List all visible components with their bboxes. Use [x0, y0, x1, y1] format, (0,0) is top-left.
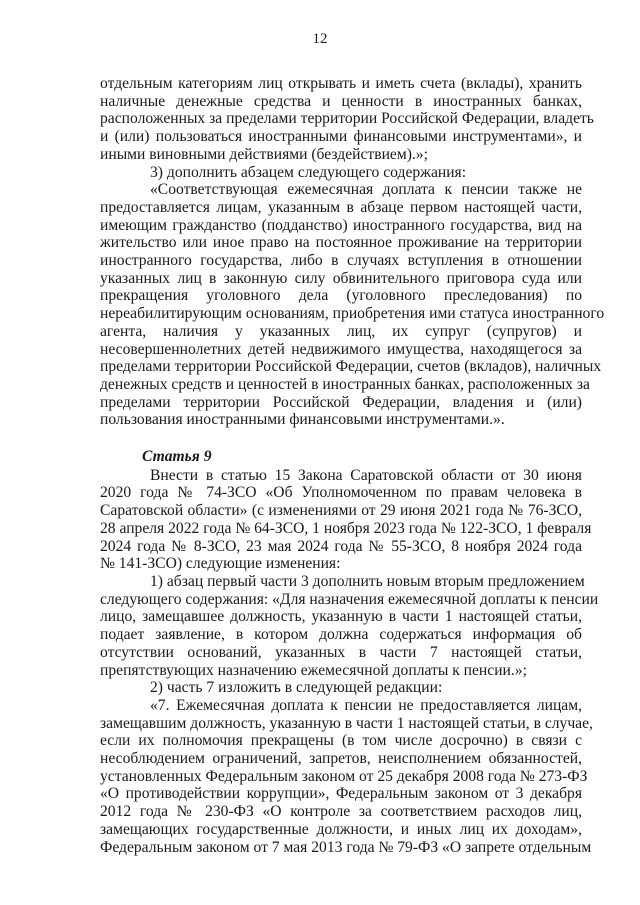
text-line: имеющим гражданство (подданство) иностранного государства, вид на: [100, 216, 582, 234]
text-line: наличные денежные средства и ценности в иностранных банках,: [100, 92, 582, 110]
text-line: 28 апреля 2022 года № 64-ЗСО, 1 ноября 2023 года № 122-ЗСО, 1 февраля: [100, 519, 592, 537]
text-line: лицо, замещавшее должность, указанную в части 1 настоящей статьи,: [100, 608, 582, 626]
text-line: денежных средств и ценностей в иностранных банках, расположенных за: [100, 375, 590, 393]
text-line: отдельным категориям лиц открывать и иметь счета (вклады), хранить: [100, 75, 582, 92]
page-number: 12: [312, 31, 328, 47]
text-line: и (или) пользоваться иностранными финансовыми инструментами», и: [100, 128, 582, 146]
text-line: пределами территории Российской Федерации, владения и (или): [100, 393, 582, 411]
text-line: агента, наличия у указанных лиц, их супруг (супругов) и: [100, 322, 582, 340]
text-line: Саратовской области» (с изменениями от 29 июня 2021 года № 76-ЗСО,: [100, 502, 582, 520]
text-line: несовершеннолетних детей недвижимого имущества, находящегося за: [100, 340, 582, 358]
paragraph: [100, 75, 594, 164]
text-line: жительство или иное право на постоянное проживание на территории: [100, 234, 582, 252]
text-line: Внести в статью 15 Закона Саратовской области от 30 июня: [150, 466, 582, 484]
text-line: № 141-ЗСО) следующие изменения:: [100, 555, 341, 573]
paragraph: [100, 679, 582, 697]
text-line: пределами территории Российской Федерации, счетов (вкладов), наличных: [100, 358, 602, 376]
paragraph: [100, 466, 592, 573]
text-line: если их полномочия прекращены (в том числе досрочно) в связи с: [100, 732, 582, 750]
text-line: прекращения уголовного дела (уголовного преследования) по: [100, 287, 582, 305]
text-line: 2020 года № 74-ЗСО «Об Уполномоченном по правам человека в: [100, 484, 582, 502]
text-line: иными виновными действиями (бездействием).»;: [100, 145, 428, 163]
text-line: «Соответствующая ежемесячная доплата к пенсии также не: [150, 181, 582, 199]
text-line: установленных Федеральным законом от 25 декабря 2008 года № 273-ФЗ: [100, 767, 588, 785]
text-line: отсутствии оснований, указанных в части 7 настоящей статьи,: [100, 643, 582, 661]
text-line: несоблюдением ограничений, запретов, неисполнением обязанностей,: [100, 750, 582, 768]
text-line: 1) абзац первый части 3 дополнить новым вторым предложением: [150, 572, 585, 590]
text-line: Федеральным законом от 7 мая 2013 года № 79-ФЗ «О запрете отдельным: [100, 838, 592, 856]
document-body: [100, 75, 605, 856]
text-line: препятствующих назначению ежемесячной доплаты к пенсии.»;: [100, 661, 527, 679]
text-line: 2024 года № 8-ЗСО, 23 мая 2024 года № 55-ЗСО, 8 ноября 2024 года: [100, 537, 582, 555]
text-line: иностранного государства, либо в случаях вступления в отношении: [100, 252, 582, 270]
text-line: расположенных за пределами территории Российской Федерации, владеть: [100, 110, 594, 128]
paragraph: [100, 572, 599, 679]
paragraph: [100, 696, 593, 856]
text-line: следующего содержания: «Для назначения ежемесячной доплаты к пенсии: [100, 590, 599, 608]
text-line: нереабилитирующим основаниям, приобретения ими статуса иностранного: [100, 305, 605, 323]
text-line: замещавшим должность, указанную в части 1 настоящей статьи, в случае,: [100, 714, 593, 732]
article-heading: Статья 9: [142, 448, 212, 466]
text-line: пользования иностранными финансовыми инструментами.».: [100, 411, 505, 429]
text-line: указанных лиц в законную силу обвинительного приговора суда или: [100, 269, 582, 287]
text-line: «О противодействии коррупции», Федеральным законом от 3 декабря: [100, 785, 582, 803]
text-line: 2012 года № 230-ФЗ «О контроле за соответствием расходов лиц,: [100, 803, 582, 821]
paragraph: [100, 164, 582, 182]
text-line: 2) часть 7 изложить в следующей редакции:: [150, 679, 443, 697]
text-line: подает заявление, в котором должна содержаться информация об: [100, 626, 582, 644]
text-line: замещающих государственные должности, и иных лиц их доходам»,: [100, 820, 582, 838]
text-line: предоставляется лицам, указанным в абзаце первом настоящей части,: [100, 198, 582, 216]
paragraph: [100, 181, 605, 429]
text-line: «7. Ежемесячная доплата к пенсии не предоставляется лицам,: [150, 696, 582, 714]
text-line: 3) дополнить абзацем следующего содержания:: [150, 163, 467, 181]
